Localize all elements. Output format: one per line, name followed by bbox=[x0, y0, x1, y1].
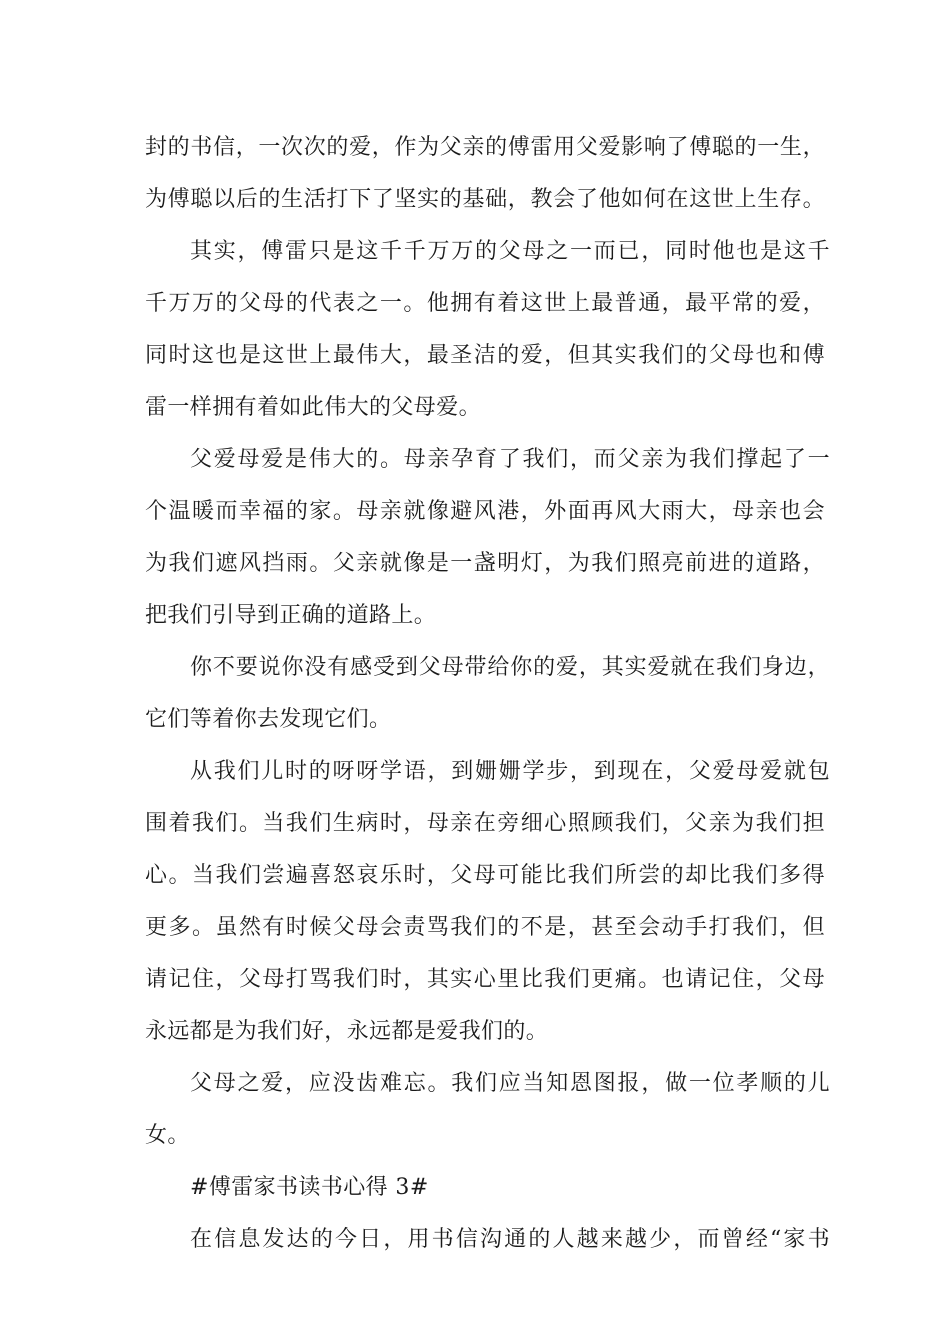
paragraph-line: 请记住，父母打骂我们时，其实心里比我们更痛。也请记住，父母 bbox=[145, 967, 825, 992]
paragraph-line: 封的书信，一次次的爱，作为父亲的傅雷用父爱影响了傅聪的一生， bbox=[145, 135, 825, 160]
paragraph-line: 父母之爱，应没齿难忘。我们应当知恩图报，做一位孝顺的儿 bbox=[190, 1071, 830, 1096]
paragraph-line: 它们等着你去发现它们。 bbox=[145, 707, 392, 732]
section-heading: #傅雷家书读书心得 3# bbox=[190, 1175, 429, 1200]
paragraph-line: 其实，傅雷只是这千千万万的父母之一而已，同时他也是这千 bbox=[190, 239, 830, 264]
paragraph-line: 雷一样拥有着如此伟大的父母爱。 bbox=[145, 395, 482, 420]
paragraph-line: 女。 bbox=[145, 1123, 190, 1148]
paragraph-line: 为我们遮风挡雨。父亲就像是一盏明灯，为我们照亮前进的道路， bbox=[145, 551, 825, 576]
paragraph-line: 把我们引导到正确的道路上。 bbox=[145, 603, 437, 628]
paragraph-line: 千万万的父母的代表之一。他拥有着这世上最普通，最平常的爱， bbox=[145, 291, 825, 316]
paragraph-line: 个温暖而幸福的家。母亲就像避风港，外面再风大雨大，母亲也会 bbox=[145, 499, 825, 524]
paragraph-line: 父爱母爱是伟大的。母亲孕育了我们，而父亲为我们撑起了一 bbox=[190, 447, 830, 472]
paragraph-line: 你不要说你没有感受到父母带给你的爱，其实爱就在我们身边， bbox=[190, 655, 830, 680]
paragraph-line: 从我们儿时的呀呀学语，到姗姗学步，到现在，父爱母爱就包 bbox=[190, 759, 830, 784]
paragraph-line: 为傅聪以后的生活打下了坚实的基础，教会了他如何在这世上生存。 bbox=[145, 187, 825, 212]
paragraph-line: 更多。虽然有时候父母会责骂我们的不是，甚至会动手打我们，但 bbox=[145, 915, 825, 940]
paragraph-line: 同时这也是这世上最伟大，最圣洁的爱，但其实我们的父母也和傅 bbox=[145, 343, 825, 368]
paragraph-line: 围着我们。当我们生病时，母亲在旁细心照顾我们，父亲为我们担 bbox=[145, 811, 825, 836]
paragraph-line: 永远都是为我们好，永远都是爱我们的。 bbox=[145, 1019, 549, 1044]
paragraph-line: 在信息发达的今日，用书信沟通的人越来越少，而曾经“家书 bbox=[190, 1227, 830, 1252]
paragraph-line: 心。当我们尝遍喜怒哀乐时，父母可能比我们所尝的却比我们多得 bbox=[145, 863, 825, 888]
